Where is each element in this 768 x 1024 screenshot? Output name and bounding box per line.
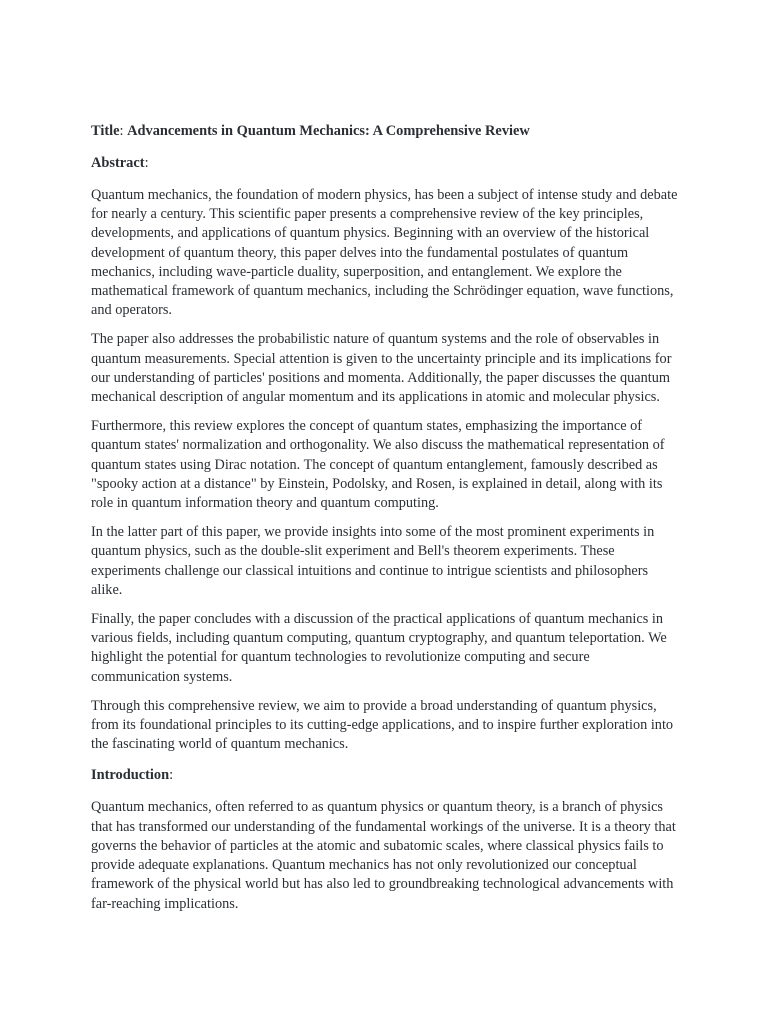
introduction-paragraph: Quantum mechanics, often referred to as quantum physics or quantum theory, is a branch of physics that has transformed our understanding of the fundamental workings of the universe. It is a theory that governs the behavior of particles at the atomic and subatomic scales, where classical physics fails to provide adequate explanations. Quantum mechanics has not only revolutionized our conceptual framework of the physical world but has also led to groundbreaking technological advancements with far-reaching implications.: [91, 799, 676, 912]
abstract-paragraph: In the latter part of this paper, we provide insights into some of the most prominent experiments in quantum physics, such as the double-slit experiment and Bell's theorem experiments. These experiments challenge our classical intuitions and continue to intrigue scientists and philosophers alike.: [91, 524, 655, 598]
title-separator: :: [119, 123, 128, 139]
document-title: [91, 122, 681, 141]
abstract-paragraph: Furthermore, this review explores the concept of quantum states, emphasizing the importance of quantum states' normalization and orthogonality. We also discuss the mathematical representation of quantum states using Dirac notation. The concept of quantum entanglement, famously described as "spooky action at a distance" by Einstein, Podolsky, and Rosen, is explained in detail, along with its role in quantum information theory and quantum computing.: [91, 418, 665, 512]
abstract-paragraph: Quantum mechanics, the foundation of modern physics, has been a subject of intense study and debate for nearly a century. This scientific paper presents a comprehensive review of the key principles, developments, and applications of quantum physics. Beginning with an overview of the historical development of quantum theory, this paper delves into the fundamental postulates of quantum mechanics, including wave-particle duality, superposition, and entanglement. We explore the mathematical framework of quantum mechanics, including the Schrödinger equation, wave functions, and operators.: [91, 187, 678, 319]
abstract-label: Abstract: [91, 155, 145, 171]
introduction-label: Introduction: [91, 767, 170, 784]
abstract-paragraph: Finally, the paper concludes with a discussion of the practical applications of quantum mechanics in various fields, including quantum computing, quantum cryptography, and quantum teleportation. We highlight the potential for quantum technologies to revolutionize computing and secure communication systems.: [91, 611, 667, 685]
abstract-colon: :: [144, 155, 149, 171]
abstract-heading: [91, 154, 681, 173]
abstract-paragraph: The paper also addresses the probabilistic nature of quantum systems and the role of observables in quantum measurements. Special attention is given to the uncertainty principle and its implications for our understanding of particles' positions and momenta. Additionally, the paper discusses the quantum mechanical description of angular momentum and its applications in atomic and molecular physics.: [91, 331, 672, 406]
document-page: [91, 122, 681, 924]
introduction-colon: :: [169, 767, 174, 784]
title-label: Title: [91, 123, 120, 139]
abstract-paragraph: Through this comprehensive review, we aim to provide a broad understanding of quantum physics, from its foundational principles to its cutting-edge applications, and to inspire further exploration into the fascinating world of quantum mechanics.: [91, 697, 674, 753]
title-text: Advancements in Quantum Mechanics: A Comprehensive Review: [127, 123, 530, 139]
introduction-heading: [91, 766, 681, 785]
